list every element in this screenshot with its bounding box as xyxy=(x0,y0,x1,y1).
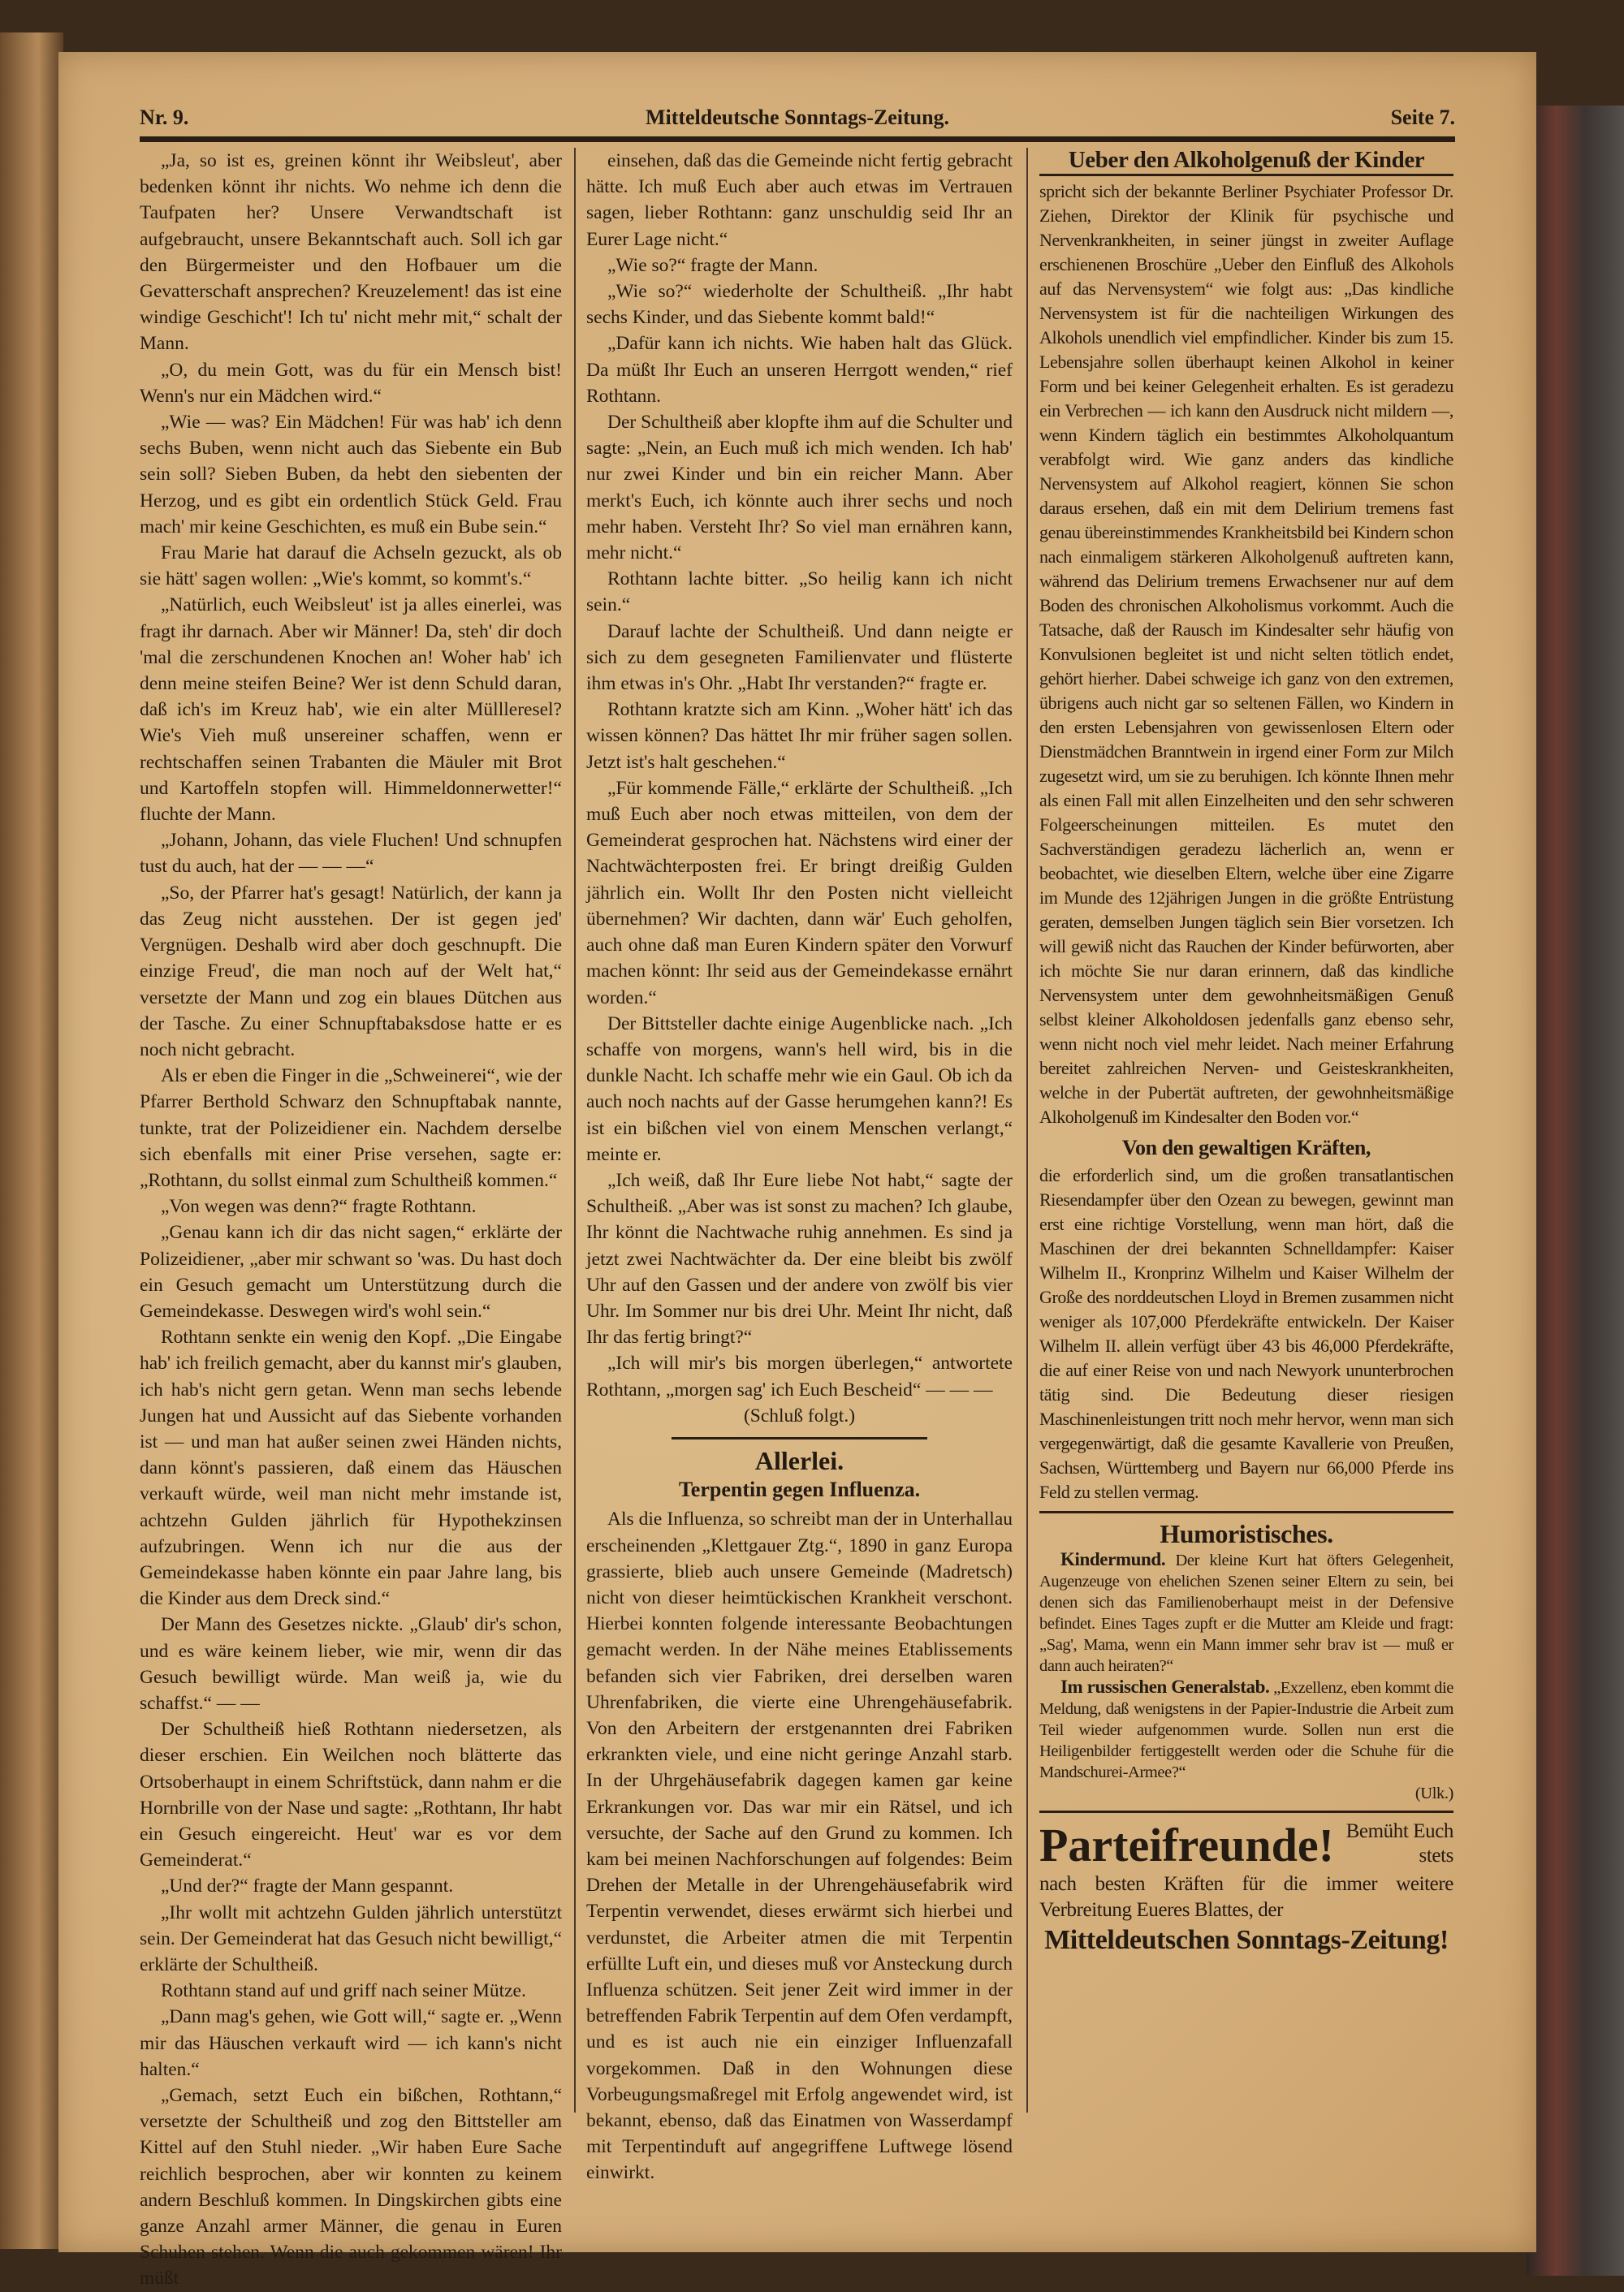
paragraph: Der Bittsteller dachte einige Augenblicke nach. „Ich schaffe von morgens, wann's hell wird, bis in die dunkle Nacht. Ich schaffe mehr wie ein Gaul. Ob ich da auch noch nachts auf der Gasse herumgehen kann?! Es ist ein bißchen viel von einem Menschen verlangt,“ meinte er. xyxy=(586,1012,1013,1165)
paragraph: „O, du mein Gott, was du für ein Mensch bist! Wenn's nur ein Mädchen wird.“ xyxy=(140,359,562,407)
paragraph: „So, der Pfarrer hat's gesagt! Natürlich, der kann ja das Zeug nicht ausstehen. Der ist gegen jed' Vergnügen. Deshalb wird aber doch geschnupft. Die einzige Freud', die man noch auf der Welt hat,“ versetzte der Mann und zog ein blaues Dütchen aus der Tasche. Zu einer Schnupftabaksdose hatte er es noch nicht gebracht. xyxy=(140,882,562,1060)
paragraph: Der Mann des Gesetzes nickte. „Glaub' dir's schon, und es wäre keinem lieber, wie mir, wenn dir das Gesuch bewilligt würde. Man weiß ja, wie du schaffst.“ — — xyxy=(140,1614,562,1714)
paragraph: „Johann, Johann, das viele Fluchen! Und schnupfen tust du auch, hat der — — —“ xyxy=(140,830,562,878)
paragraph: „Ja, so ist es, greinen könnt ihr Weibsleut', aber bedenken könnt ihr nichts. Wo nehme ich denn die Taufpaten her? Unsere Verwandtschaft ist aufgebraucht, unsere Bekanntschaft auch. Soll ich gar den Bürgermeister und den Hofbauer um die Gevatterschaft ansprechen? Kreuzelement! das ist eine windige Geschicht'! Ich tu' nicht mehr mit,“ schalt der Mann. xyxy=(140,150,562,355)
ad-headline: Parteifreunde! xyxy=(1039,1819,1334,1871)
issue-number: Nr. 9. xyxy=(140,106,189,129)
joke-title: Im russischen Generalstab. xyxy=(1060,1677,1270,1697)
column-divider xyxy=(574,148,576,2113)
column-3 xyxy=(1039,148,1453,1953)
joke-text: „Exzellenz, eben kommt die Meldung, daß wenigstens in der Papier-Industrie die Arbeit zum Teil wieder aufgenommen wurde. Sollen nun erst die Heiligenbilder fertiggestellt werden oder die Schuhe für die Mandschurei-Armee?“ xyxy=(1039,1679,1453,1781)
paragraph: „Dann mag's gehen, wie Gott will,“ sagte er. „Wenn mir das Häuschen verkauft wird — ich kann's nicht halten.“ xyxy=(140,2006,562,2080)
article-title-alkohol: Ueber den Alkoholgenuß der Kinder xyxy=(1039,148,1453,176)
joke-title: Kindermund. xyxy=(1060,1549,1166,1569)
column-divider xyxy=(1026,148,1028,2113)
paragraph: Darauf lachte der Schultheiß. Und dann neigte er sich zu dem gesegneten Familienvater und flüsterte ihm etwas in's Ohr. „Habt Ihr verstanden?“ fragte er. xyxy=(586,620,1013,695)
ad-newspaper-name: Mitteldeutschen Sonntags-Zeitung! xyxy=(1044,1925,1449,1955)
section-title-humoristisches: Humoristisches. xyxy=(1160,1519,1333,1548)
to-be-continued: (Schluß folgt.) xyxy=(743,1405,856,1427)
section-divider xyxy=(672,1437,927,1440)
paragraph: „Und der?“ fragte der Mann gespannt. xyxy=(161,1875,454,1897)
paragraph: Rothtann kratzte sich am Kinn. „Woher hätt' ich das wissen können? Das hättet Ihr mir früher sagen sollen. Jetzt ist's halt geschehen.“ xyxy=(586,699,1013,773)
column-1-story xyxy=(140,148,562,2290)
page-number: Seite 7. xyxy=(1390,106,1455,129)
page-header xyxy=(140,101,1455,142)
article-text-kraefte: die erforderlich sind, um die großen transatlantischen Riesendampfer über den Ozean zu bewegen, gewinnt man erst eine richtige Vorstellung, wenn man hört, daß die Maschinen der drei bekannten Schnelldampfer: Kaiser Wilhelm II., Kronprinz Wilhelm und Kaiser Wilhelm der Große des norddeutschen Lloyd in Bremen zusammen nicht weniger als 107,000 Pferdekräfte entwickeln. Der Kaiser Wilhelm II. allein verfügt über 43 bis 46,000 Pferdekräfte, die auf einer Reise von und nach Newyork ununterbrochen tätig sind. Die Bedeutung dieser riesigen Maschinenleistungen tritt noch mehr hervor, wenn man sich vergegenwärtigt, daß die gesamte Kavallerie von Preußen, Sachsen, Württemberg und Bayern nur 66,000 Pferde ins Feld zu stellen vermag. xyxy=(1039,1165,1453,1502)
paragraph: Rothtann stand auf und griff nach seiner Mütze. xyxy=(161,1980,526,2002)
section-divider xyxy=(1039,1811,1453,1813)
section-title-allerlei: Allerlei. xyxy=(754,1445,844,1475)
newspaper-title: Mitteldeutsche Sonntags-Zeitung. xyxy=(645,106,950,129)
paragraph: „Ich will mir's bis morgen überlegen,“ antwortete Rothtann, „morgen sag' ich Euch Bescheid“ — — — xyxy=(586,1353,1013,1401)
section-divider xyxy=(1039,1511,1453,1513)
paragraph: Frau Marie hat darauf die Achseln gezuckt, als ob sie hätt' sagen wollen: „Wie's kommt, so kommt's.“ xyxy=(140,542,562,590)
article-text-terpentin: Als die Influenza, so schreibt man der in Unterhallau erscheinenden „Klettgauer Ztg.“, 1890 in ganz Europa grassierte, blieb auch unsere Gemeinde (Madretsch) nicht von dieser heimtückischen Krankheit verschont. Hierbei konnten folgende interessante Beobachtungen gemacht werden. In der Nähe meines Etablissements befanden sich vier Fabriken, drei derselben waren Uhrenfabriken, die vierte eine Uhrengehäusefabrik. Von den Arbeitern der erstgenannten drei Fabriken erkrankten viele, und eine nicht geringe Anzahl starb. In der Uhrgehäusefabrik dagegen kamen gar keine Erkrankungen vor. Das war mir ein Rätsel, und ich versuchte, der Sache auf den Grund zu kommen. Ich kam bei meinen Nachforschungen auf folgendes: Beim Drehen der Metalle in der Uhrengehäusefabrik wird Terpentin verwendet, dieses erwärmt sich hierbei und verdunstet, die Arbeiter atmen die mit Terpentin erfüllte Luft ein, und dieses muß vor Ansteckung durch Influenza schützen. Seit jener Zeit wird immer in der betreffenden Fabrik Terpentin auf dem Ofen verdampft, und es ist auch nie ein einziger Influenzafall vorgekommen. Daß in den Wohnungen diese Vorbeugungsmaßregel mit Erfolg angewendet wird, ist bekannt, ebenso, daß das Einatmen von Wasserdampf mit Terpentinduft auf angegriffene Luftwege lösend einwirkt. xyxy=(586,1509,1013,2184)
paragraph: Rothtann senkte ein wenig den Kopf. „Die Eingabe hab' ich freilich gemacht, aber du kannst mir's glauben, ich hab's nicht gern getan. Wenn man sechs lebende Jungen hat und Aussicht auf das Siebente vorhanden ist — und man hat außer seinen zwei Händen nichts, dann könnt's passieren, daß einem das Häuschen verkauft würde, weil man nicht mehr imstande ist, achtzehn Gulden jährlich für Hypothekzinsen aufzubringen. Wenn ich nur die aus der Gemeindekasse haben könnte ein paar Jahre lang, bis die Kinder aus dem Dreck sind.“ xyxy=(140,1327,562,1610)
paragraph: Der Schultheiß aber klopfte ihm auf die Schulter und sagte: „Nein, an Euch muß ich mich wenden. Ich hab' nur zwei Kinder und bin ein reicher Mann. Aber merkt's Euch, ich könnte auch ihrer sechs und noch mehr haben. Versteht Ihr? So viel man ernähren kann, mehr nicht.“ xyxy=(586,412,1013,564)
paragraph: „Ich weiß, daß Ihr Eure liebe Not habt,“ sagte der Schultheiß. „Aber was ist sonst zu machen? Ich glaube, Ihr könnt die Nachtwache ruhig annehmen. Es sind ja jetzt zwei Nachtwächter da. Der eine bleibt bis zwölf Uhr auf den Gassen und der andere von zwölf bis vier Uhr. Im Sommer nur bis drei Uhr. Meint Ihr nicht, daß Ihr das fertig bringt?“ xyxy=(586,1169,1013,1349)
article-text-alkohol: spricht sich der bekannte Berliner Psychiater Professor Dr. Ziehen, Direktor der Klinik für psychische und Nervenkrankheiten, in seiner jüngst in zweiter Auflage erschienenen Broschüre „Ueber den Einfluß des Alkohols auf das Nervensystem“ wie folgt aus: „Das kindliche Nervensystem ist für die nachteiligen Wirkungen des Alkohols unendlich viel empfindlicher. Kinder bis zum 15. Lebensjahre sollen überhaupt keinen Alkohol in keiner Form und bei keiner Gelegenheit erhalten. Es ist geradezu ein Verbrechen — ich kann den Ausdruck nicht mildern —, wenn Kindern täglich ein bestimmtes Alkoholquantum verabfolgt wird. Wie ganz anders das kindliche Nervensystem auf Alkohol reagiert, können Sie schon daraus ersehen, daß ein mit dem Delirium tremens fast genau übereinstimmendes Krankheitsbild bei Kindern schon nach einmaligem stärkeren Alkoholgenuß auftreten kann, während das Delirium tremens Erwachsener nur auf dem Boden des chronischen Alkoholismus vorkommt. Auch die Tatsache, daß der Rausch im Kindesalter sehr häufig von Konvulsionen begleitet ist und nicht selten tötlich endet, gehört hierher. Dabei schweige ich ganz von den extremen, übrigens auch nicht gar so seltenen Fällen, wo Kindern in den ersten Lebensjahren von gewissenlosen Eltern oder Dienstmädchen Branntwein in irgend einer Form zur Milch zugesetzt wird, um sie zu beruhigen. Ich könnte Ihnen mehr als einen Fall mit allen Einzelheiten und den sehr schweren Folgeerscheinungen mitteilen. Es mutet den Sachverständigen geradezu lächerlich an, wenn er beobachtet, wie dieselben Eltern, welche über eine Zigarre im Munde des 12jährigen Jungen in die größte Entrüstung geraten, demselben Jungen täglich sein Bier vorsetzen. Ich will gewiß nicht das Rauchen der Kinder befürworten, aber ich möchte Sie nur daran erinnern, daß das kindliche Nervensystem unter dem gewohnheitsmäßigen Genuß selbst kleiner Alkoholdosen jedenfalls ganz ebenso sehr, wenn nicht noch viel mehr leidet. Nach meiner Erfahrung bereitet zahlreichen Nerven- und Geisteskrankheiten, welche in der Pubertät auftreten, der gewohnheitsmäßige Alkoholgenuß im Kindesalter den Boden vor.“ xyxy=(1039,181,1453,1127)
paragraph: „Genau kann ich dir das nicht sagen,“ erklärte der Polizeidiener, „aber mir schwant so 'was. Du hast doch ein Gesuch gemacht um Unterstützung durch die Gemeindekasse. Deswegen wird's wohl sein.“ xyxy=(140,1222,562,1322)
paragraph: „Natürlich, euch Weibsleut' ist ja alles einerlei, was fragt ihr darnach. Aber wir Männer! Da, steh' dir doch 'mal die zerschundenen Knochen an! Woher hab' ich denn meine steifen Beine? Wer ist denn Schuld daran, daß ich's im Kreuz hab', wie ein alter Müllleresel? Wie's Vieh muß unsereiner schaffen, wenn er rechtschaffen seinen Trabanten die Mäuler mit Brot und Kartoffeln stopfen will. Himmeldonnerwetter!“ fluchte der Mann. xyxy=(140,594,562,826)
previous-page-edge xyxy=(0,32,63,2249)
paragraph: „Wie so?“ wiederholte der Schultheiß. „Ihr habt sechs Kinder, und das Siebente kommt bald!“ xyxy=(586,281,1013,329)
paragraph: einsehen, daß das die Gemeinde nicht fertig gebracht hätte. Ich muß Euch aber auch etwas im Vertrauen sagen, lieber Rothtann: ganz unschuldig seid Ihr an Eurer Lage nicht.“ xyxy=(586,150,1013,250)
joke-kindermund xyxy=(1039,1549,1453,1677)
paragraph: „Dafür kann ich nichts. Wie haben halt das Glück. Da müßt Ihr Euch an unseren Herrgott wenden,“ rief Rothtann. xyxy=(586,333,1013,407)
article-title-terpentin: Terpentin gegen Influenza. xyxy=(678,1478,921,1502)
joke-generalstab xyxy=(1039,1677,1453,1783)
paragraph: „Ihr wollt mit achtzehn Gulden jährlich unterstützt sein. Der Gemeinderat hat das Gesuch nicht bewilligt,“ erklärte der Schultheiß. xyxy=(140,1901,562,1976)
paragraph: „Gemach, setzt Euch ein bißchen, Rothtann,“ versetzte der Schultheiß und zog den Bittsteller am Kittel auf den Stuhl nieder. „Wir haben Eure Sache reichlich besprochen, aber wir konnten zu keinem andern Beschluß kommen. In Dingskirchen gibts eine ganze Anzahl armer Männer, die genau in Euren Schuhen stehen. Wenn die auch gekommen wären! Ihr müßt xyxy=(140,2085,562,2290)
joke-text: Der kleine Kurt hat öfters Gelegenheit, Augenzeuge von ehelichen Szenen seiner Eltern zu sein, bei denen sich das Familienoberhaupt meist in der Defensive befindet. Eines Tages zupft er die Mutter am Kleide und fragt: „Sag', Mama, wenn ein Mann immer sehr brav ist — muß er dann auch heiraten?“ xyxy=(1039,1552,1453,1675)
paragraph: Der Schultheiß hieß Rothtann niedersetzen, als dieser erschien. Ein Weilchen noch blätterte das Ortsoberhaupt in einem Schriftstück, dann nahm er die Hornbrille von der Nase und sagte: „Rothtann, Ihr habt ein Gesuch eingereicht. Heut' war es vor dem Gemeinderat.“ xyxy=(140,1719,562,1871)
book-binding xyxy=(1527,106,1624,2276)
ad-text: nach besten Kräften für die immer weitere Verbreitung Eueres Blattes, der xyxy=(1039,1873,1453,1921)
joke-source: (Ulk.) xyxy=(1415,1785,1453,1802)
article-title-kraefte: Von den gewaltigen Kräften, xyxy=(1121,1136,1371,1159)
paragraph: „Von wegen was denn?“ fragte Rothtann. xyxy=(161,1196,477,1218)
paragraph: Rothtann lachte bitter. „So heilig kann ich nicht sein.“ xyxy=(586,568,1013,616)
paragraph: „Wie — was? Ein Mädchen! Für was hab' ich denn sechs Buben, wenn nicht auch das Siebente ein Bub sein soll? Sieben Buben, da hebt den siebenten der Herzog, und es gibt ein ordentlich Stück Geld. Frau mach' mir keine Geschichten, es muß ein Bube sein.“ xyxy=(140,412,562,537)
advertisement xyxy=(1039,1819,1453,1953)
column-2 xyxy=(586,148,1013,2184)
ad-side-text: Bemüht Euch stets xyxy=(1345,1820,1453,1867)
newspaper-page xyxy=(58,52,1536,2290)
paragraph: „Für kommende Fälle,“ erklärte der Schultheiß. „Ich muß Euch aber noch etwas mitteilen, von dem der Gemeinderat gesprochen hat. Nächstens wird einer der Nachtwächterposten frei. Er bringt dreißig Gulden jährlich ein. Wollt Ihr den Posten nicht vielleicht übernehmen? Wir dachten, dann wär' Euch geholfen, auch ohne daß man Euren Kindern später den Vorwurf machen könnt: Ihr seid aus der Gemeindekasse ernährt worden.“ xyxy=(586,777,1013,1008)
paragraph: Als er eben die Finger in die „Schweinerei“, wie der Pfarrer Berthold Schwarz den Schnupftabak nannte, tunkte, trat der Polizeidiener ein. Nachdem derselbe sich ebenfalls mit einer Prise versehen, sagte er: „Rothtann, du sollst einmal zum Schultheiß kommen.“ xyxy=(140,1065,562,1191)
paragraph: „Wie so?“ fragte der Mann. xyxy=(607,254,818,276)
story-continuation xyxy=(586,148,1013,1403)
